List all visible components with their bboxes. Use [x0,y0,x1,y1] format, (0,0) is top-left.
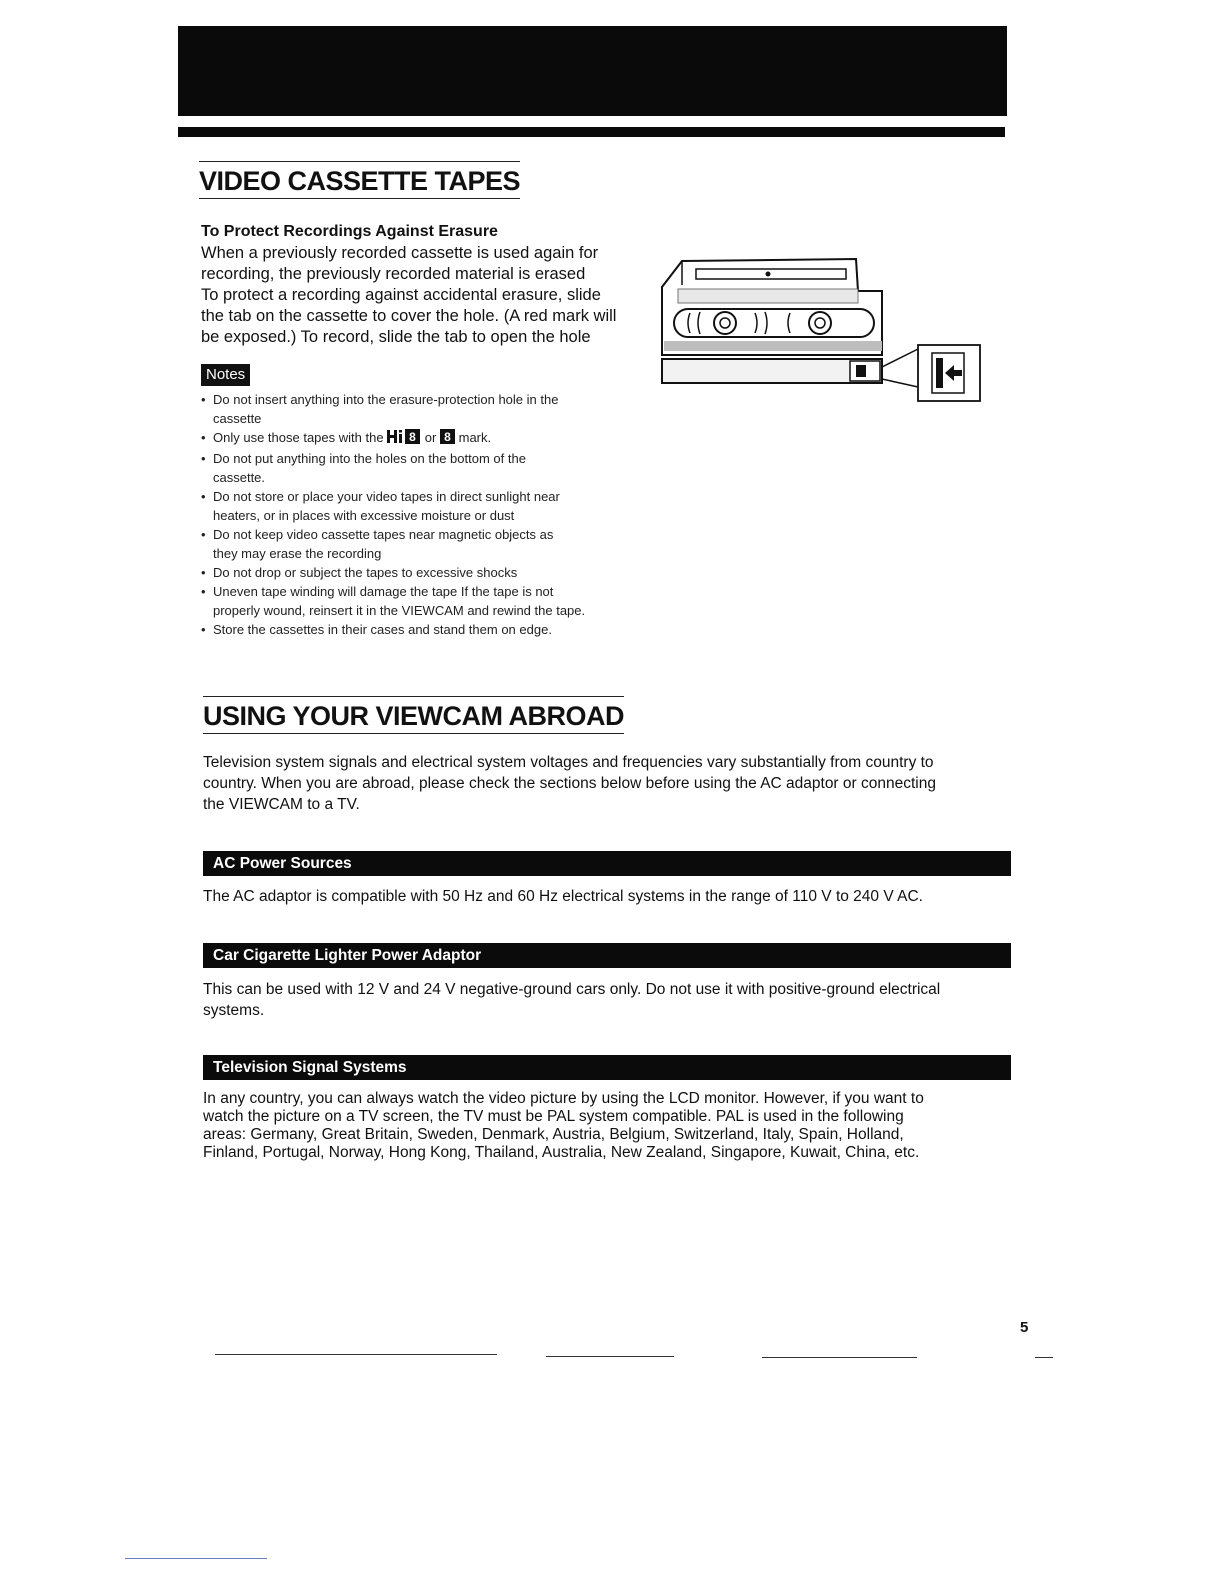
note-or: or [424,430,437,445]
abroad-intro [203,752,1013,815]
intro-line: the VIEWCAM to a TV. [203,796,360,813]
note-item [201,582,651,620]
block-line: The AC adaptor is compatible with 50 Hz and 60 Hz electrical systems in the range of 110 V to 240 V AC. [203,888,923,905]
note-line: • Do not put anything into the holes on the bottom of the [213,451,526,466]
heading-tv-signal-systems: Television Signal Systems [203,1055,1011,1080]
car-adaptor-text [203,979,1013,1021]
footer-rule [215,1354,497,1355]
eight-logo-icon [440,429,455,449]
footer-link-rule [125,1558,267,1559]
note-line: cassette [213,411,262,426]
section-title-video-cassette-tapes: VIDEO CASSETTE TAPES [199,161,520,199]
note-item [201,449,651,487]
note-line: Only use those tapes with the [213,430,384,445]
note-line: • Uneven tape winding will damage the tape If the tape is not [213,584,554,599]
note-item [201,428,651,449]
heading-ac-power-sources: AC Power Sources [203,851,1011,876]
note-line: cassette. [213,470,266,485]
note-line: • Do not drop or subject the tapes to excessive shocks [213,565,518,580]
protect-paragraph [201,243,631,348]
notes-list [201,390,651,639]
section-title-using-viewcam-abroad: USING YOUR VIEWCAM ABROAD [203,696,624,734]
notes-badge-wrapper [201,364,250,386]
paragraph-line: the tab on the cassette to cover the hole. (A red mark will [201,307,617,325]
subheading-protect-recordings: To Protect Recordings Against Erasure [201,223,498,240]
footer-rule [762,1357,917,1358]
note-item [201,563,651,582]
header-black-band [178,26,1007,116]
block-line: systems. [203,1002,265,1019]
header-rule [178,127,1005,137]
note-item [201,620,651,639]
block-line: watch the picture on a TV screen, the TV must be PAL system compatible. PAL is used in the following [203,1108,904,1125]
svg-text:8: 8 [444,430,451,444]
note-line: properly wound, reinsert it in the VIEWCAM and rewind the tape. [213,603,586,618]
note-line: they may erase the recording [213,546,382,561]
block-line: In any country, you can always watch the video picture by using the LCD monitor. However, if you want to [203,1090,924,1107]
tv-signal-text [203,1090,1013,1162]
note-line: • Do not keep video cassette tapes near magnetic objects as [213,527,554,542]
svg-text:8: 8 [409,430,417,444]
note-line: • Do not insert anything into the erasure-protection hole in the [213,392,559,407]
notes-badge: Notes [201,364,250,386]
heading-car-adaptor: Car Cigarette Lighter Power Adaptor [203,943,1011,968]
block-line: This can be used with 12 V and 24 V negative-ground cars only. Do not use it with positive-ground electrical [203,981,941,998]
note-line: • Do not store or place your video tapes in direct sunlight near [213,489,560,504]
intro-line: Television system signals and electrical system voltages and frequencies vary substantially from country to [203,754,934,771]
footer-rule [546,1356,674,1357]
paragraph-line: be exposed.) To record, slide the tab to open the hole [201,328,591,346]
hi8-logo-icon [387,429,421,449]
note-line: heaters, or in places with excessive moisture or dust [213,508,515,523]
paragraph-line: To protect a recording against accidental erasure, slide [201,286,601,304]
note-line: • Store the cassettes in their cases and stand them on edge. [213,622,552,637]
footer-rule [1035,1357,1053,1358]
ac-power-text [203,886,1013,907]
note-item [201,390,651,428]
paragraph-line: recording, the previously recorded material is erased [201,265,586,283]
block-line: areas: Germany, Great Britain, Sweden, Denmark, Austria, Belgium, Switzerland, Italy, Spain, Holland, [203,1126,904,1143]
note-mark: mark. [458,430,492,445]
intro-line: country. When you are abroad, please check the sections below before using the AC adaptor or connecting [203,775,936,792]
paragraph-line: When a previously recorded cassette is used again for [201,244,599,262]
cassette-illustration [660,255,985,405]
note-item [201,525,651,563]
page-number: 5 [1020,1319,1029,1336]
note-item [201,487,651,525]
block-line: Finland, Portugal, Norway, Hong Kong, Thailand, Australia, New Zealand, Singapore, Kuwait, China, etc. [203,1144,920,1161]
